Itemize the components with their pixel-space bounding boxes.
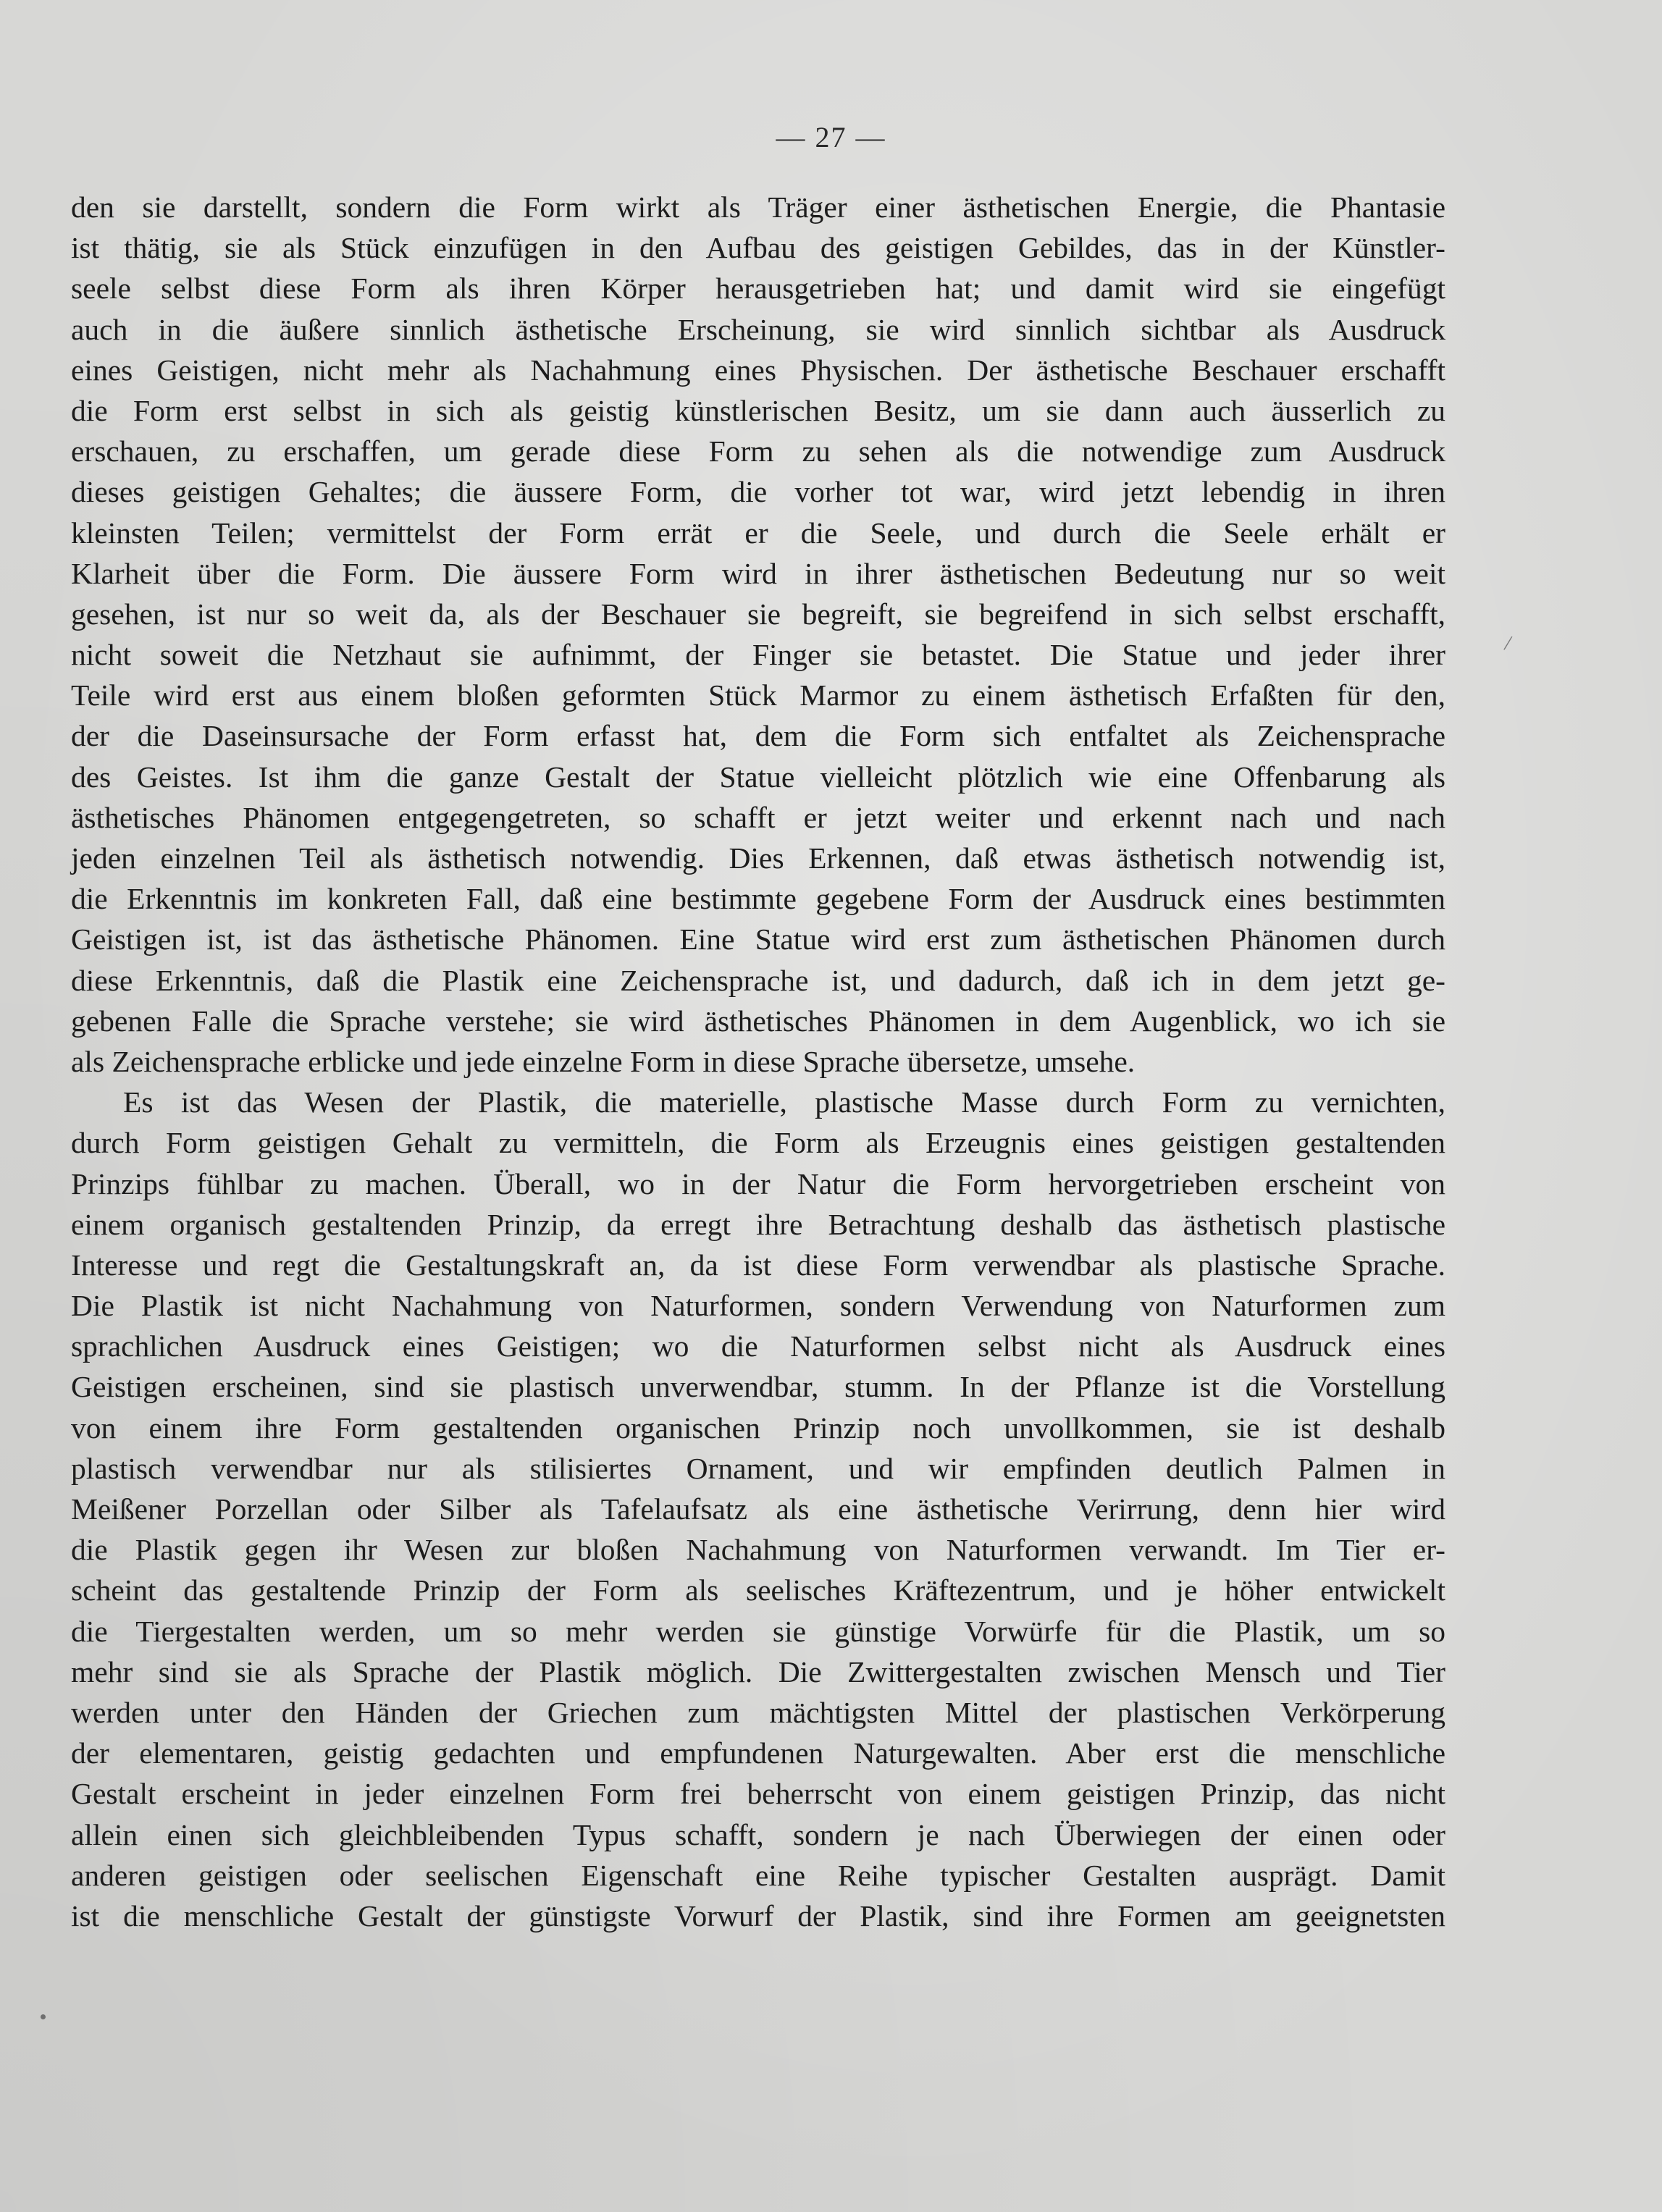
text-line: scheint das gestaltende Prinzip der Form als seelisches Kräftezentrum, und je höher entwickelt: [71, 1573, 1445, 1607]
text-line: von einem ihre Form gestaltenden organischen Prinzip noch unvollkommen, sie ist deshalb: [71, 1410, 1445, 1444]
text-line: den sie darstellt, sondern die Form wirkt als Träger einer ästhetischen Energie, die Phantasie: [71, 190, 1445, 224]
text-line: werden unter den Händen der Griechen zum mächtigsten Mittel der plastischen Verkörperung: [71, 1695, 1445, 1729]
text-line: Geistigen ist, ist das ästhetische Phänomen. Eine Statue wird erst zum ästhetischen Phänomen durch: [71, 922, 1445, 956]
page-number: — 27 —: [776, 121, 886, 154]
margin-dot-mark: [41, 2014, 46, 2019]
text-line: jeden einzelnen Teil als ästhetisch notwendig. Dies Erkennen, daß etwas ästhetisch notwendig ist,: [71, 841, 1445, 875]
text-line: des Geistes. Ist ihm die ganze Gestalt der Statue vielleicht plötzlich wie eine Offenbarung als: [71, 760, 1445, 794]
text-line: auch in die äußere sinnlich ästhetische Erscheinung, sie wird sinnlich sichtbar als Ausdruck: [71, 312, 1445, 346]
text-line: plastisch verwendbar nur als stilisiertes Ornament, und wir empfinden deutlich Palmen in: [71, 1451, 1445, 1485]
text-line: gesehen, ist nur so weit da, als der Beschauer sie begreift, sie begreifend in sich selbst erschafft,: [71, 597, 1445, 631]
text-line: anderen geistigen oder seelischen Eigenschaft eine Reihe typischer Gestalten ausprägt. Damit: [71, 1858, 1445, 1892]
text-line: Die Plastik ist nicht Nachahmung von Naturformen, sondern Verwendung von Naturformen zum: [71, 1289, 1445, 1323]
text-line: die Tiergestalten werden, um so mehr werden sie günstige Vorwürfe für die Plastik, um so: [71, 1614, 1445, 1648]
text-line: einem organisch gestaltenden Prinzip, da erregt ihre Betrachtung deshalb das ästhetisch plastische: [71, 1207, 1445, 1241]
text-line: mehr sind sie als Sprache der Plastik möglich. Die Zwittergestalten zwischen Mensch und Tier: [71, 1654, 1445, 1689]
text-line: die Form erst selbst in sich als geistig künstlerischen Besitz, um sie dann auch äusserlich zu: [71, 393, 1445, 427]
text-line: Meißener Porzellan oder Silber als Tafelaufsatz als eine ästhetische Verirrung, denn hier wird: [71, 1492, 1445, 1526]
body-text: [71, 187, 1445, 1936]
text-line: ist die menschliche Gestalt der günstigste Vorwurf der Plastik, sind ihre Formen am geeignetsten: [71, 1898, 1445, 1933]
text-line: seele selbst diese Form als ihren Körper herausgetrieben hat; und damit wird sie eingefügt: [71, 272, 1445, 306]
text-line: nicht soweit die Netzhaut sie aufnimmt, der Finger sie betastet. Die Statue und jeder ihrer: [71, 638, 1445, 672]
text-line: der elementaren, geistig gedachten und empfundenen Naturgewalten. Aber erst die menschliche: [71, 1736, 1445, 1770]
text-line: kleinsten Teilen; vermittelst der Form errät er die Seele, und durch die Seele erhält er: [71, 516, 1445, 550]
text-line: Geistigen erscheinen, sind sie plastisch unverwendbar, stumm. In der Pflanze ist die Vorstellung: [71, 1370, 1445, 1404]
text-line: Gestalt erscheint in jeder einzelnen Form frei beherrscht von einem geistigen Prinzip, das nicht: [71, 1777, 1445, 1811]
text-line: durch Form geistigen Gehalt zu vermitteln, die Form als Erzeugnis eines geistigen gestaltenden: [71, 1126, 1445, 1160]
text-line: eines Geistigen, nicht mehr als Nachahmung eines Physischen. Der ästhetische Beschauer erschafft: [71, 353, 1445, 387]
text-line: ästhetisches Phänomen entgegengetreten, so schafft er jetzt weiter und erkennt nach und nach: [71, 800, 1445, 834]
paragraph-end-line: als Zeichensprache erblicke und jede einzelne Form in diese Sprache übersetze, umsehe.: [71, 1044, 1136, 1078]
text-line: sprachlichen Ausdruck eines Geistigen; wo die Naturformen selbst nicht als Ausdruck eines: [71, 1329, 1445, 1363]
text-line: der die Daseinsursache der Form erfasst hat, dem die Form sich entfaltet als Zeichensprache: [71, 719, 1445, 753]
text-line: erschauen, zu erschaffen, um gerade diese Form zu sehen als die notwendige zum Ausdruck: [71, 434, 1445, 468]
text-line: Prinzips fühlbar zu machen. Überall, wo in der Natur die Form hervorgetrieben erscheint von: [71, 1166, 1445, 1200]
text-line: Interesse und regt die Gestaltungskraft an, da ist diese Form verwendbar als plastische Sprache.: [71, 1248, 1445, 1282]
text-line: die Erkenntnis im konkreten Fall, daß eine bestimmte gegebene Form der Ausdruck eines bestimmten: [71, 882, 1445, 916]
text-line: Teile wird erst aus einem bloßen geformten Stück Marmor zu einem ästhetisch Erfaßten für den,: [71, 678, 1445, 712]
text-line: allein einen sich gleichbleibenden Typus schafft, sondern je nach Überwiegen der einen oder: [71, 1817, 1445, 1851]
text-line: diese Erkenntnis, daß die Plastik eine Zeichensprache ist, und dadurch, daß ich in dem jetzt ge-: [71, 963, 1445, 997]
text-line: die Plastik gegen ihr Wesen zur bloßen Nachahmung von Naturformen verwandt. Im Tier er-: [71, 1533, 1445, 1567]
text-line: ist thätig, sie als Stück einzufügen in den Aufbau des geistigen Gebildes, das in der Künstler-: [71, 231, 1445, 265]
text-line: Klarheit über die Form. Die äussere Form wird in ihrer ästhetischen Bedeutung nur so weit: [71, 556, 1445, 590]
text-line: gebenen Falle die Sprache verstehe; sie wird ästhetisches Phänomen in dem Augenblick, wo ich sie: [71, 1004, 1445, 1038]
margin-pencil-mark: /: [1502, 631, 1514, 656]
paragraph-start-line: Es ist das Wesen der Plastik, die materielle, plastische Masse durch Form zu vernichten,: [123, 1085, 1445, 1119]
text-line: dieses geistigen Gehaltes; die äussere Form, die vorher tot war, wird jetzt lebendig in ihren: [71, 475, 1445, 509]
